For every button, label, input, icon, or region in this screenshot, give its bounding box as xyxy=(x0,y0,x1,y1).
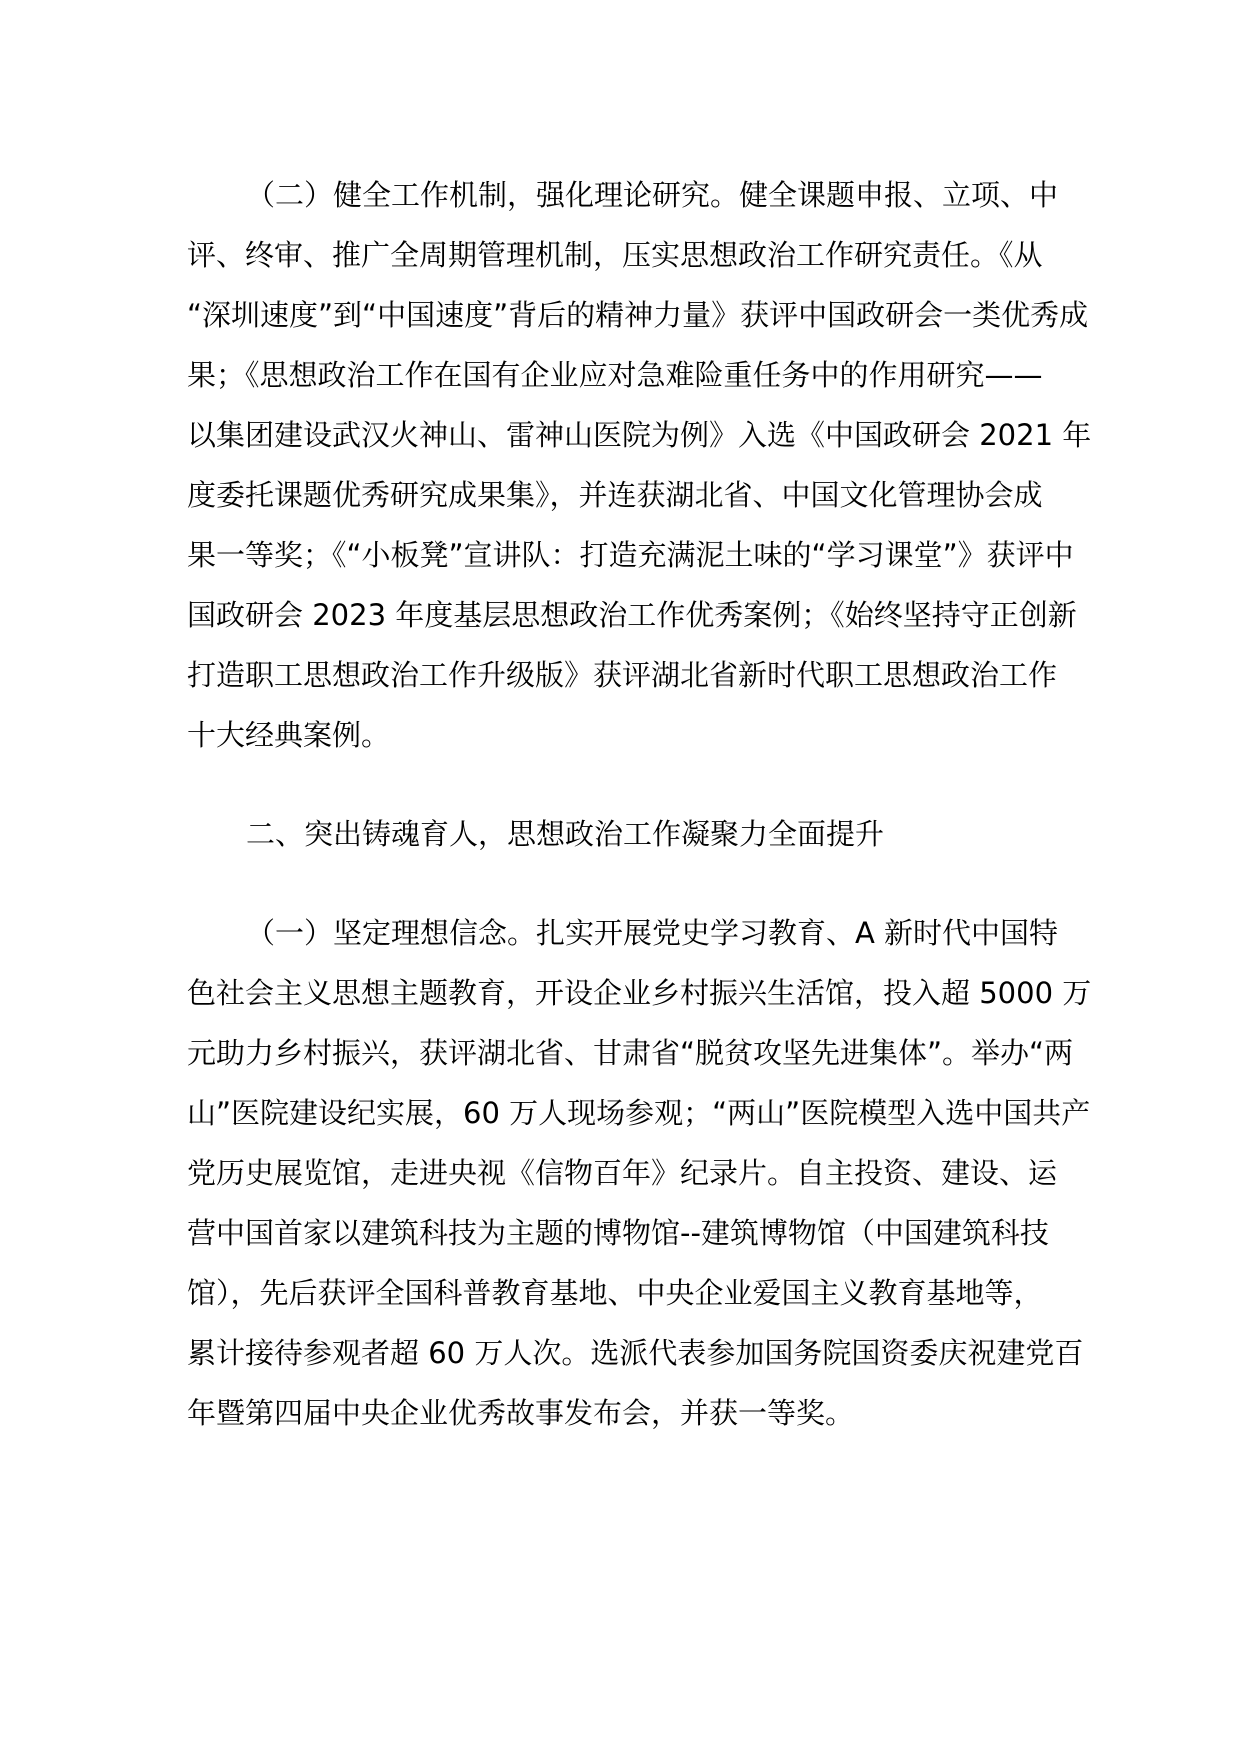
paragraph-2-line-6: 营中国首家以建筑科技为主题的博物馆--建筑博物馆（中国建筑科技 xyxy=(187,1216,1049,1250)
paragraph-1-line-2: 评、终审、推广全周期管理机制，压实思想政治工作研究责任。《从 xyxy=(187,238,1043,272)
paragraph-2-line-4: 山”医院建设纪实展，60 万人现场参观；“两山”医院模型入选中国共产 xyxy=(187,1096,1091,1130)
paragraph-2-line-9: 年暨第四届中央企业优秀故事发布会，并获一等奖。 xyxy=(187,1396,855,1430)
paragraph-1-line-6: 度委托课题优秀研究成果集》，并连获湖北省、中国文化管理协会成 xyxy=(187,478,1043,512)
section-heading: 二、突出铸魂育人，思想政治工作凝聚力全面提升 xyxy=(246,817,885,851)
paragraph-2-line-3: 元助力乡村振兴，获评湖北省、甘肃省“脱贫攻坚先进集体”。举办“两 xyxy=(187,1036,1074,1070)
paragraph-1-line-1: （二）健全工作机制，强化理论研究。健全课题申报、立项、中 xyxy=(246,178,1059,212)
paragraph-1-line-4: 果；《思想政治工作在国有企业应对急难险重任务中的作用研究—— xyxy=(187,358,1043,392)
paragraph-1-line-9: 打造职工思想政治工作升级版》获评湖北省新时代职工思想政治工作 xyxy=(187,658,1058,692)
paragraph-2-line-2: 色社会主义思想主题教育，开设企业乡村振兴生活馆，投入超 5000 万 xyxy=(187,976,1092,1010)
paragraph-2-line-8: 累计接待参观者超 60 万人次。选派代表参加国务院国资委庆祝建党百 xyxy=(187,1336,1084,1370)
paragraph-1-line-5: 以集团建设武汉火神山、雷神山医院为例》入选《中国政研会 2021 年 xyxy=(187,418,1092,452)
paragraph-1-line-10: 十大经典案例。 xyxy=(187,718,391,752)
paragraph-2-line-5: 党历史展览馆，走进央视《信物百年》纪录片。自主投资、建设、运 xyxy=(187,1156,1058,1190)
paragraph-1-line-3: “深圳速度”到“中国速度”背后的精神力量》获评中国政研会一类优秀成 xyxy=(187,298,1089,332)
paragraph-2-line-7: 馆），先后获评全国科普教育基地、中央企业爱国主义教育基地等， xyxy=(187,1276,1043,1310)
paragraph-1-line-8: 国政研会 2023 年度基层思想政治工作优秀案例；《始终坚持守正创新 xyxy=(187,598,1077,632)
paragraph-1-line-7: 果一等奖；《“小板凳”宣讲队：打造充满泥土味的“学习课堂”》获评中 xyxy=(187,538,1074,572)
paragraph-2-line-1: （一）坚定理想信念。扎实开展党史学习教育、A 新时代中国特 xyxy=(246,916,1059,950)
